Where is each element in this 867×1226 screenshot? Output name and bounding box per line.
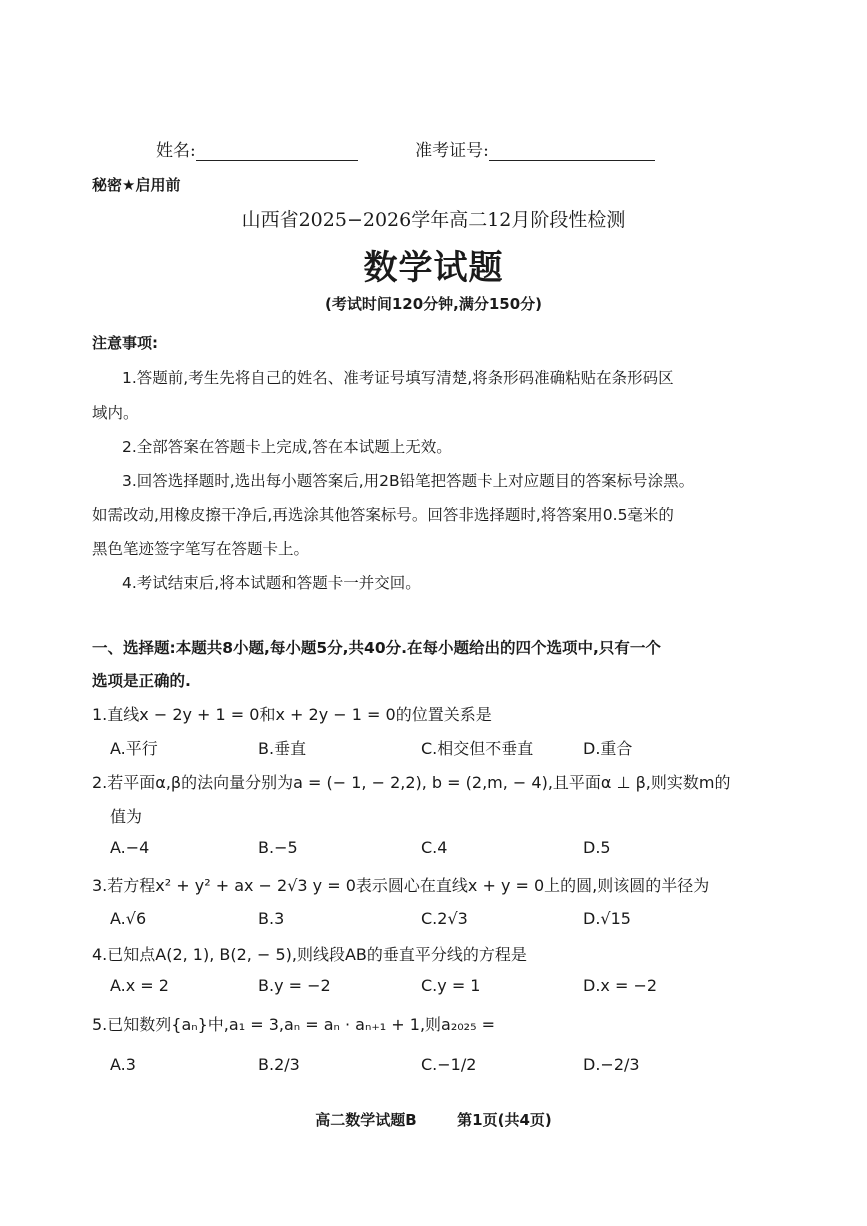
notice-item-3-line-1: 3.回答选择题时,选出每小题答案后,用2B铅笔把答题卡上对应题目的答案标号涂黑。 — [122, 472, 695, 490]
notice-item-3-line-3: 黑色笔迹签字笔写在答题卡上。 — [92, 540, 310, 558]
notice-item-1-line-2: 域内。 — [92, 404, 139, 422]
exam-title: 数学试题 — [363, 248, 504, 288]
question-3-option-a: A.√6 — [110, 909, 147, 928]
notice-item-1-line-1: 1.答题前,考生先将自己的姓名、准考证号填写清楚,将条形码准确粘贴在条形码区 — [122, 369, 674, 387]
question-5-option-d: D.−2/3 — [583, 1055, 640, 1074]
question-4-option-d: D.x = −2 — [583, 976, 658, 995]
question-3-option-c: C.2√3 — [421, 909, 468, 928]
exam-number-label: 准考证号: — [415, 141, 489, 161]
question-1-stem: 1.直线x − 2y + 1 = 0和x + 2y − 1 = 0的位置关系是 — [92, 705, 492, 724]
page-footer — [0, 1109, 867, 1130]
question-4-option-c: C.y = 1 — [421, 976, 481, 995]
question-2-stem-line-2: 值为 — [110, 807, 143, 826]
question-2-option-d: D.5 — [583, 838, 611, 857]
question-4-option-a: A.x = 2 — [110, 976, 169, 995]
footer-paper-name: 高二数学试题B — [315, 1111, 417, 1129]
question-5-option-a: A.3 — [110, 1055, 136, 1074]
question-2-stem-line-1: 2.若平面α,β的法向量分别为a = (− 1, − 2,2), b = (2,m, − 4),且平面α ⊥ β,则实数m的 — [92, 773, 731, 792]
question-3-option-d: D.√15 — [583, 909, 631, 928]
question-5-option-c: C.−1/2 — [421, 1055, 477, 1074]
question-5-stem: 5.已知数列{aₙ}中,a₁ = 3,aₙ = aₙ · aₙ₊₁ + 1,则a₂₀₂₅ = — [92, 1015, 495, 1034]
notice-heading: 注意事项: — [92, 334, 158, 352]
notice-item-3-line-2: 如需改动,用橡皮擦干净后,再选涂其他答案标号。回答非选择题时,将答案用0.5毫米的 — [92, 506, 674, 524]
question-1-option-a: A.平行 — [110, 739, 158, 758]
footer-page-number: 第1页(共4页) — [457, 1111, 552, 1129]
question-2-option-b: B.−5 — [258, 838, 298, 857]
name-label: 姓名: — [156, 141, 196, 161]
question-1-option-b: B.垂直 — [258, 739, 307, 758]
question-2-option-c: C.4 — [421, 838, 448, 857]
section-1-heading-line-2: 选项是正确的. — [92, 672, 191, 690]
question-4-stem: 4.已知点A(2, 1), B(2, − 5),则线段AB的垂直平分线的方程是 — [92, 945, 527, 964]
question-4-option-b: B.y = −2 — [258, 976, 331, 995]
question-1-option-d: D.重合 — [583, 739, 633, 758]
notice-item-2: 2.全部答案在答题卡上完成,答在本试题上无效。 — [122, 438, 452, 456]
secret-mark: 秘密★启用前 — [92, 176, 181, 194]
notice-item-4: 4.考试结束后,将本试题和答题卡一并交回。 — [122, 574, 421, 592]
question-3-option-b: B.3 — [258, 909, 285, 928]
exam-subtitle: 山西省2025−2026学年高二12月阶段性检测 — [241, 209, 626, 231]
question-1-option-c: C.相交但不垂直 — [421, 739, 534, 758]
exam-number-blank — [489, 142, 655, 161]
question-5-option-b: B.2/3 — [258, 1055, 300, 1074]
candidate-info-row — [156, 136, 655, 161]
section-1-heading-line-1: 一、选择题:本题共8小题,每小题5分,共40分.在每小题给出的四个选项中,只有一个 — [92, 639, 661, 657]
time-info: (考试时间120分钟,满分150分) — [324, 295, 543, 313]
question-3-stem: 3.若方程x² + y² + ax − 2√3 y = 0表示圆心在直线x + y = 0上的圆,则该圆的半径为 — [92, 876, 710, 895]
name-blank — [196, 142, 358, 161]
question-2-option-a: A.−4 — [110, 838, 150, 857]
